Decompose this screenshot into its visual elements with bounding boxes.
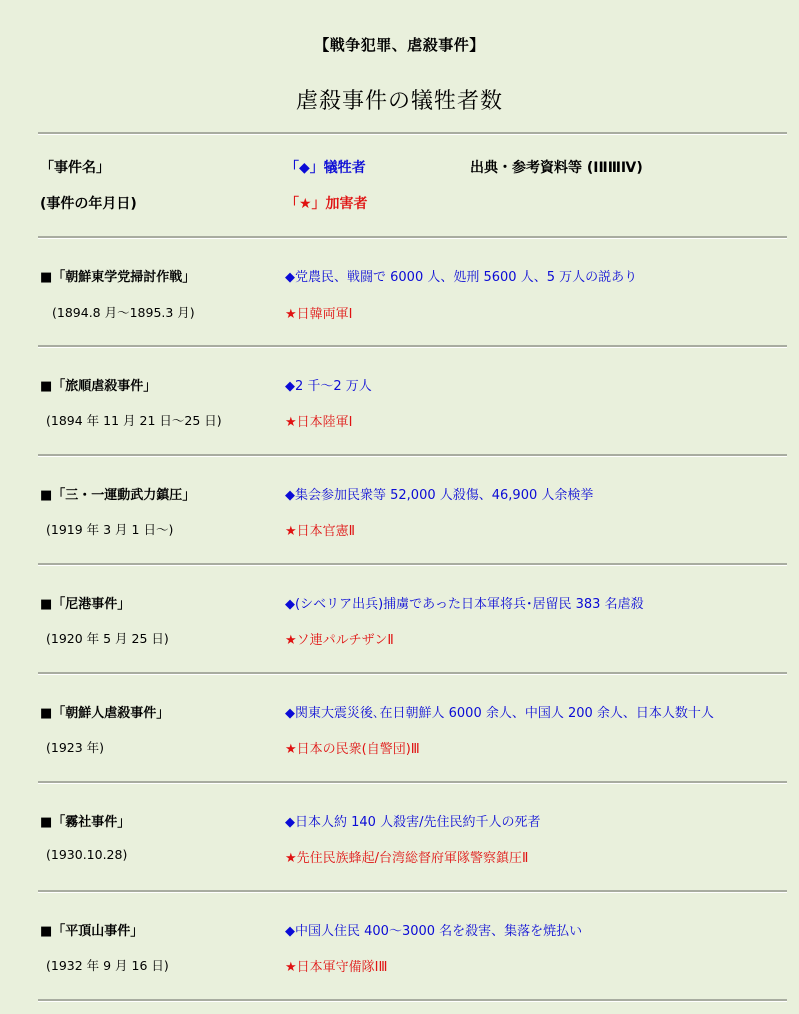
event-name: ■「朝鮮東学党掃討作戦」	[40, 270, 196, 285]
header-sources-label: 出典・参考資料等 (ⅠⅡⅢⅣ)	[470, 160, 643, 176]
divider	[38, 454, 787, 457]
page-subtitle: 【戦争犯罪、虐殺事件】	[314, 36, 485, 54]
event-name: ■「平頂山事件」	[40, 924, 144, 939]
event-perpetrator: ★日本の民衆(自警団)Ⅲ	[285, 742, 420, 757]
divider	[38, 345, 787, 348]
event-perpetrator: ★日本軍守備隊ⅠⅢ	[285, 960, 388, 975]
header-event-label: 「事件名」	[40, 160, 110, 176]
event-perpetrator: ★日本官憲Ⅱ	[285, 524, 356, 539]
event-victims: ◆党農民、戦闘で 6000 人、処刑 5600 人、5 万人の説あり	[285, 270, 638, 285]
event-name: ■「旅順虐殺事件」	[40, 379, 157, 394]
event-date: (1919 年 3 月 1 日～)	[46, 522, 174, 537]
event-perpetrator: ★日韓両軍Ⅰ	[285, 307, 353, 322]
event-victims: ◆(シベリア出兵)捕虜であった日本軍将兵･居留民 383 名虐殺	[285, 597, 644, 612]
divider	[38, 890, 787, 893]
event-date: (1923 年)	[46, 740, 105, 755]
divider	[38, 236, 787, 239]
event-name: ■「朝鮮人虐殺事件」	[40, 706, 170, 721]
event-name: ■「尼港事件」	[40, 597, 131, 612]
event-date: (1894 年 11 月 21 日～25 日)	[46, 413, 222, 428]
page-title: 虐殺事件の犠牲者数	[295, 89, 503, 114]
divider	[38, 132, 787, 135]
event-victims: ◆中国人住民 400～3000 名を殺害、集落を焼払い	[285, 924, 583, 939]
event-name: ■「霧社事件」	[40, 815, 131, 830]
event-perpetrator: ★先住民族蜂起/台湾総督府軍隊警察鎮圧Ⅱ	[285, 851, 529, 866]
event-date: (1930.10.28)	[46, 847, 128, 862]
event-name: ■「三・一運動武力鎮圧」	[40, 488, 196, 503]
header-perpetrator-label: 「★」加害者	[285, 196, 368, 212]
event-perpetrator: ★日本陸軍Ⅰ	[285, 415, 353, 430]
divider	[38, 563, 787, 566]
event-date: (1932 年 9 月 16 日)	[46, 958, 169, 973]
divider	[38, 781, 787, 784]
divider	[38, 672, 787, 675]
event-date: (1894.8 月～1895.3 月)	[52, 305, 195, 320]
header-date-label: (事件の年月日)	[40, 196, 137, 212]
event-date: (1920 年 5 月 25 日)	[46, 631, 169, 646]
event-victims: ◆関東大震災後､在日朝鮮人 6000 余人、中国人 200 余人、日本人数十人	[285, 706, 714, 721]
event-victims: ◆2 千～2 万人	[285, 379, 372, 394]
header-victims-label: 「◆」犠牲者	[285, 160, 366, 176]
event-perpetrator: ★ソ連パルチザンⅡ	[285, 633, 394, 648]
event-victims: ◆集会参加民衆等 52,000 人殺傷、46,900 人余検挙	[285, 488, 594, 503]
event-victims: ◆日本人約 140 人殺害/先住民約千人の死者	[285, 815, 541, 830]
divider	[38, 999, 787, 1002]
